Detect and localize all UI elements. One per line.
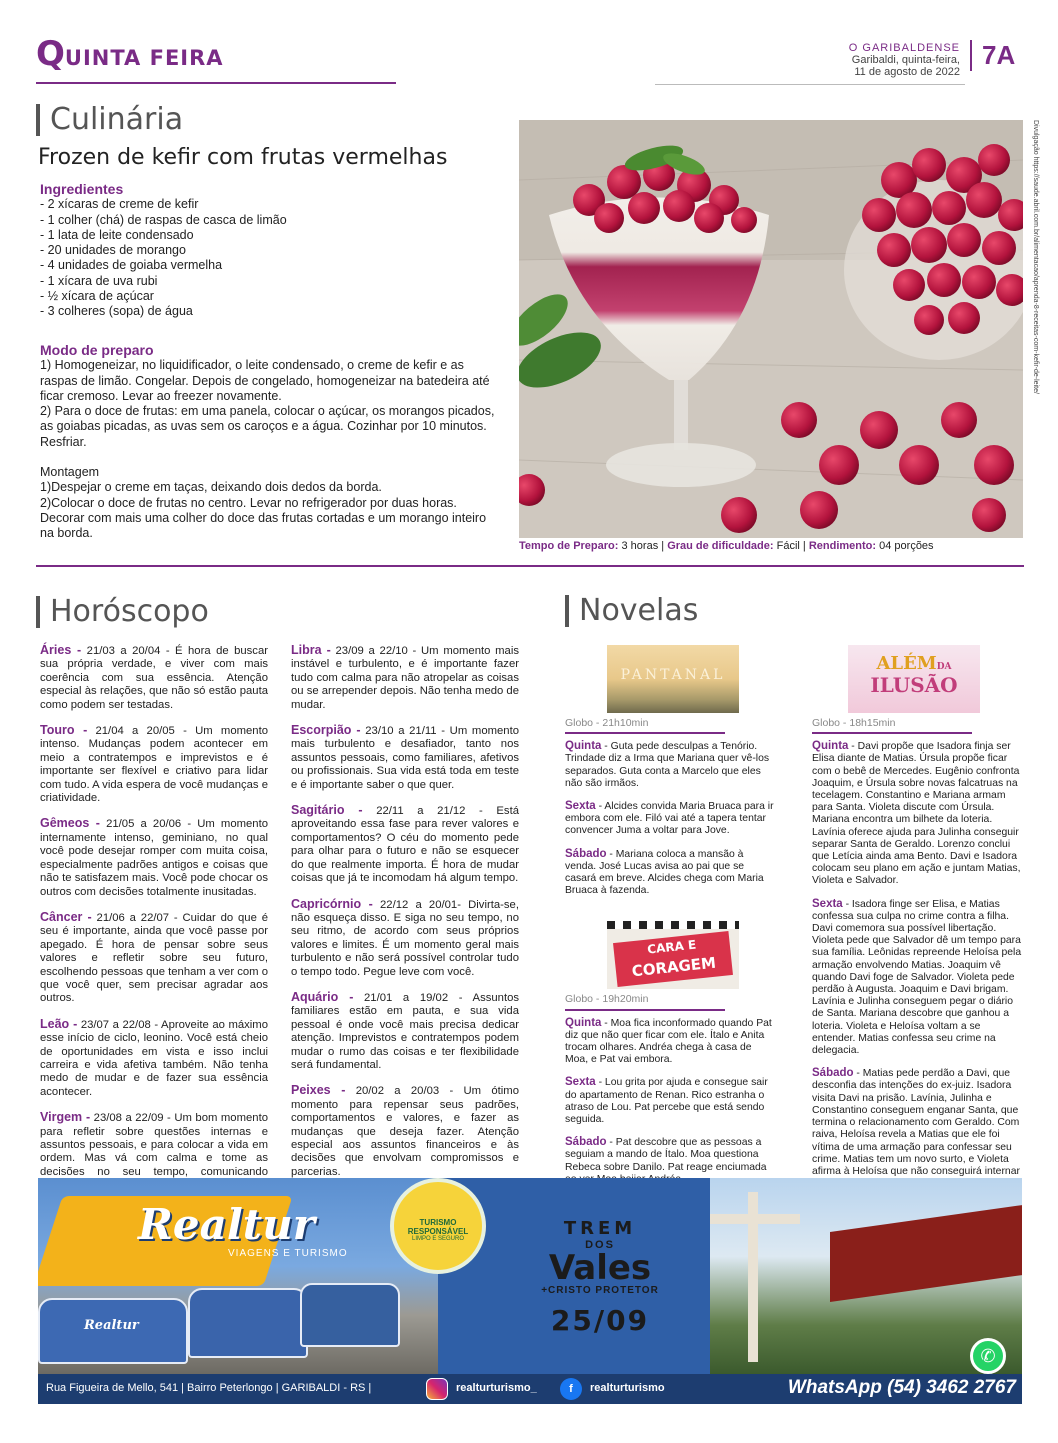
horoscope-item-capricornio xyxy=(291,898,519,979)
cara-coragem-logo xyxy=(613,931,733,987)
trem-label: TREM xyxy=(563,1218,637,1239)
novela-entry xyxy=(565,848,775,898)
recipe-title: Frozen de kefir com frutas vermelhas xyxy=(38,145,448,170)
day-label: Sexta xyxy=(812,897,843,910)
facebook-icon[interactable]: f xyxy=(560,1378,582,1400)
entry-text: - Moa fica inconformado quando Pat diz que não quer ficar com ele. Ítalo e Anita trocam olhares. Andréa chega à casa de Moa, e Pat vai embora. xyxy=(565,1017,772,1066)
recipe-info-bar: Tempo de Preparo: 3 horas | Grau de dificuldade: Fácil | Rendimento: 04 porções xyxy=(519,540,934,552)
section-banner xyxy=(36,34,224,74)
sign-text: 21/01 a 19/02 - Assuntos familiares estão em pauta, e sua vida pessoal é onde você mais precisa dedicar atenção. Imprevistos e contratempos podem mudar o rumo das coisas e ter flexibilidade será fundamental. xyxy=(291,991,520,1071)
entry-text: - Guta pede desculpas a Tenório. Trindade diz a Irma que Mariana quer vê-los separados. Guta conta a Marcelo que eles não são irmãos. xyxy=(565,741,770,789)
sign-name: Áries - xyxy=(40,643,82,657)
sign-name: Aquário - xyxy=(291,989,354,1004)
sign-text: 21/05 a 20/06 - Um momento internamente intenso, geminiano, no qual você pode desejar romper com muita coisa, especialmente padrões antigos e coisas que não te satisfazem mais. Você pode chocar os outros com decisões totalmente inusitadas. xyxy=(40,818,269,898)
recipe-photo xyxy=(519,120,1023,538)
ingredients-heading: Ingredientes xyxy=(40,181,124,197)
logo-line-2: CORAGEM xyxy=(630,954,717,981)
sign-name: Gêmeos - xyxy=(40,816,100,831)
entry-text: - Mariana coloca a mansão à venda. José Lucas avisa ao pai que se casará em breve. Alcides chega com Maria Bruaca à fazenda. xyxy=(565,848,764,897)
ingredient-item: - ½ xícara de açúcar xyxy=(40,289,154,304)
horoscope-item-touro xyxy=(40,724,268,805)
tempo-value: 3 horas xyxy=(621,540,659,552)
horoscopo-title: Horóscopo xyxy=(36,596,209,628)
horoscope-item-leao xyxy=(40,1018,268,1099)
preparo-step: 1) Homogeneizar, no liquidificador, o leite condensado, o creme de kefir e as raspas de limão. Congelar. Depois de congelado, homogeneizar na batedeira até ficar cremoso. Levar ao freezer novamente. xyxy=(40,358,490,403)
preparo-heading: Modo de preparo xyxy=(40,342,154,358)
section-divider xyxy=(36,565,1024,567)
sign-name: Leão - xyxy=(40,1016,78,1031)
day-label: Sábado xyxy=(565,847,607,860)
sign-text: 22/11 a 21/12 - Está aproveitando essa fase para rever valores e comportamentos? O céu do momento pede para olhar para o futuro e não se esquecer do que realmente importa. É hora de mudar coisas que já te incomodam há algum tempo. xyxy=(291,805,519,885)
whatsapp-number[interactable]: WhatsApp (54) 3462 2767 xyxy=(787,1377,1016,1398)
whatsapp-icon[interactable]: ✆ xyxy=(970,1338,1006,1374)
horoscope-item-libra xyxy=(291,644,519,712)
horoscope-item-escorpiao xyxy=(291,724,519,792)
logo-line-1: CARA E xyxy=(646,937,697,958)
sign-name: Peixes - xyxy=(291,1083,346,1098)
novelas-col-2 xyxy=(812,645,1022,1213)
pantanal-thumbnail xyxy=(607,645,739,713)
rendimento-value: 04 porções xyxy=(879,540,934,552)
dificuldade-label: Grau de dificuldade: xyxy=(667,540,774,552)
horoscope-item-gemeos xyxy=(40,817,268,898)
turismo-responsavel-seal xyxy=(390,1178,486,1274)
day-label: Quinta xyxy=(565,1016,602,1029)
ingredient-item: - 3 colheres (sopa) de água xyxy=(40,304,193,319)
sign-text: 21/06 a 22/07 - Cuidar do que é seu é importante, ainda que você passe por apegado. É hora de pensar sobre seus valores e refletir sobre seu futuro, escolhendo pessoas que tenham a ver com o que você quer, sem precisar agradar aos outros. xyxy=(40,911,268,1005)
bus-image xyxy=(38,1298,188,1364)
sign-name: Touro - xyxy=(40,723,88,738)
ingredients-block xyxy=(40,182,500,320)
montagem-step: 1)Despejar o creme em taças, deixando dois dedos da borda. xyxy=(40,480,382,495)
dateline-line-1: Garibaldi, quinta-feira, xyxy=(851,54,960,66)
section-banner-initial: Q xyxy=(36,34,65,74)
vales-label: Vales xyxy=(548,1248,652,1288)
ad-footer xyxy=(38,1374,1022,1404)
dificuldade-value: Fácil xyxy=(776,540,800,552)
novela-entry xyxy=(565,740,775,790)
realtur-logo-sub: VIAGENS E TURISMO xyxy=(228,1248,348,1259)
sign-text: 23/07 a 22/08 - Aproveite ao máximo esse início de ciclo, leonino. Você está cheio de oportunidades em vista e isso inclui carreira e vida afetiva também. Não tenha medo de mudar e de fazer sua essência acontecer. xyxy=(40,1018,268,1098)
sign-text: 20/02 a 20/03 - Um ótimo momento para repensar seus padrões, comportamentos e valores, e fazer as mudanças que deseja fazer. Atenção especial aos assuntos financeiros e às decisões que envolvam compromissos e parcerias. xyxy=(291,1085,519,1178)
day-label: Quinta xyxy=(812,740,849,753)
cristo-statue-arms xyxy=(710,1214,800,1224)
novela-entry xyxy=(565,800,775,838)
horoscope-item-aquario xyxy=(291,991,519,1072)
dateline xyxy=(849,42,960,78)
entry-text: - Davi propõe que Isadora finja ser Elisa diante de Matias. Úrsula propõe ficar com o bebê de Mercedes. Eugênio confronta Joaquim, e Úrsula sobre novas falcatruas na tecelagem. Constantino e Mariana armam para Santa. Violeta discute com Úrsula. Mariana encontra um bilhete da loteria. Lavínia oferece ajuda para Julinha conseguir separar Santa de Geraldo. Lorenzo conclui que Letícia ainda ama Bento. Davi e Isadora colocam seu plano em ação e juntam Matias, Violeta e Salvador. xyxy=(812,741,1021,887)
logo-line-3: ILUSÃO xyxy=(870,673,958,697)
entry-text: - Isadora finge ser Elisa, e Matias confessa sua culpa no crime contra a filha. Davi comemora sua possível libertação. Violeta pede que Salvador dê um tempo para sua família. Leônidas repreende Heloísa pela armação envolvendo Matias. Joaquim vê quando Davi foge de Salvador. Violeta pede perdão à Augusta. Joaquim e Davi brigam. Lavínia e Julinha conseguem pegar o diário de Santa. Mariana descobre que ganhou a loteria. Violeta e Heloísa voltam a se entender. Matias confessa seu crime na delegacia. xyxy=(812,898,1022,1057)
bus-text: Realtur xyxy=(84,1318,139,1333)
sign-name: Sagitário - xyxy=(291,803,363,818)
sign-text: 23/09 a 22/10 - Um momento mais instável e turbulento, e é importante fazer tudo com calma para não atropelar as coisas ou se arrepender depois. Não tenha medo de mudar. xyxy=(291,645,519,711)
ingredient-item: - 1 lata de leite condensado xyxy=(40,227,194,242)
novelas-title: Novelas xyxy=(565,595,698,627)
horoscopo-col-1 xyxy=(40,644,268,1218)
day-label: Sexta xyxy=(565,800,596,813)
logo-line-2: DA xyxy=(936,662,952,672)
ad-building-photo xyxy=(38,1178,438,1374)
montagem-heading: Montagem xyxy=(40,465,100,480)
preparo-step: 2) Para o doce de frutas: em uma panela, colocar o açúcar, os morangos picados, as goiabas picadas, as uvas sem os caroços e a água. Cozinhar por 10 minutos. Resfriar. xyxy=(40,404,495,449)
horoscope-item-peixes xyxy=(291,1084,519,1179)
sign-name: Escorpião - xyxy=(291,723,361,738)
horoscope-item-aries xyxy=(40,644,268,712)
pantanal-logo-text: PANTANAL xyxy=(620,667,726,683)
train-car xyxy=(830,1204,1022,1302)
bus-image xyxy=(300,1283,400,1347)
ingredient-item: - 1 colher (chá) de raspas de casca de limão xyxy=(40,212,287,227)
section-banner-text: UINTA FEIRA xyxy=(64,46,224,70)
sign-text: 23/10 a 21/11 - Um momento mais turbulento e desafiador, tanto nos assuntos pessoais, como familiares, afetivos ou profissionais. Sua vida está toda em teste e é importante saber o que quer. xyxy=(291,725,519,791)
montagem-step: 2)Colocar o doce de frutas no centro. Levar no refrigerador por duas horas. Decorar com mais uma colher do doce das frutas cortadas e um morango inteiro na borda. xyxy=(40,495,487,541)
sign-text: 23/08 a 22/09 - Um bom momento para refletir sobre questões internas e assuntos pessoais, e para colocar a vida em ordem. Mas vá com calma e tome as decisões no seu tempo, comunicando xyxy=(40,1112,268,1178)
logo-line-1: ALÉM xyxy=(876,653,937,674)
ad-address: Rua Figueira de Mello, 541 | Bairro Peterlongo | GARIBALDI - RS | xyxy=(46,1382,372,1394)
alem-ilusao-logo xyxy=(848,653,980,697)
trem-dos-vales-block xyxy=(490,1178,710,1374)
bus-image xyxy=(188,1288,308,1358)
day-label: Sábado xyxy=(812,1067,854,1080)
pantanal-channel: Globo - 21h10min xyxy=(565,717,725,734)
ingredient-item: - 20 unidades de morango xyxy=(40,243,186,258)
entry-text: - Alcides convida Maria Bruaca para ir embora com ele. Filó vai até a tapera tentar convencer Juma a voltar para Jove. xyxy=(565,801,774,837)
sign-name: Capricórnio - xyxy=(291,896,373,911)
sign-text: 21/04 a 20/05 - Um momento intenso. Mudanças podem acontecer em meio a contratempos e imprevistos e é importante ser flexível e criativo para lidar com tudo. A vida espera de você mudanças e criatividade. xyxy=(40,725,268,805)
clapboard-stripe xyxy=(607,921,739,929)
page-number: 7A xyxy=(970,40,1015,71)
day-label: Quinta xyxy=(565,740,602,753)
rendimento-label: Rendimento: xyxy=(808,540,877,552)
cara-coragem-channel: Globo - 19h20min xyxy=(565,993,725,1010)
seal-line-3: LIMPO E SEGURO xyxy=(411,1236,464,1242)
horoscopo-col-2 xyxy=(291,644,519,1191)
entry-text: - Pat descobre que as pessoas a seguiam a mando de Ítalo. Moa questiona Rebeca sobre Danilo. Pat reage enciumada xyxy=(565,1137,767,1173)
ingredient-item: - 4 unidades de goiaba vermelha xyxy=(40,258,223,273)
sign-name: Virgem - xyxy=(40,1110,91,1125)
facebook-handle[interactable]: realturturismo xyxy=(590,1382,665,1394)
sign-name: Câncer - xyxy=(40,909,92,924)
realtur-advertisement[interactable] xyxy=(38,1178,1022,1404)
culinaria-title: Culinária xyxy=(36,104,183,136)
dessert-illustration xyxy=(519,120,1023,538)
alem-ilusao-channel: Globo - 18h15min xyxy=(812,717,972,734)
realtur-logo-text: Realtur xyxy=(138,1200,315,1249)
novela-entry xyxy=(565,1076,775,1126)
novela-entry xyxy=(565,1017,775,1067)
instagram-icon[interactable] xyxy=(426,1378,448,1400)
train-photo xyxy=(710,1178,1022,1374)
sign-name: Libra - xyxy=(291,643,331,657)
ingredient-item: - 1 xícara de uva rubi xyxy=(40,273,158,288)
day-label: Sábado xyxy=(565,1136,607,1149)
seal-line-2: RESPONSÁVEL xyxy=(407,1227,469,1236)
horoscope-item-cancer xyxy=(40,911,268,1006)
header-rule xyxy=(36,82,396,84)
ingredient-item: - 2 xícaras de creme de kefir xyxy=(40,197,199,212)
novela-entry xyxy=(812,740,1022,887)
photo-credit: Divulgação https://saude.abril.com.br/alimentacao/aprenda-8-receitas-com-kefir-de-leite/ xyxy=(1032,120,1039,394)
instagram-handle[interactable]: realturturismo_ xyxy=(456,1382,537,1394)
tempo-label: Tempo de Preparo: xyxy=(519,540,619,552)
alem-ilusao-thumbnail xyxy=(848,645,980,713)
preparo-block xyxy=(40,343,495,542)
dateline-line-2: 11 de agosto de 2022 xyxy=(854,66,960,78)
day-label: Sexta xyxy=(565,1076,596,1089)
paper-name: O GARIBALDENSE xyxy=(848,42,960,54)
novelas-col-1 xyxy=(565,645,775,1196)
header-rule-right xyxy=(655,84,965,85)
sign-text: 22/12 a 20/01- Divirta-se, não esqueça disso. E siga no seu tempo, no seu ritmo, de acordo com seus próprios valores e limites. É um momento geral mais turbulento e não será possível controlar tudo o tempo todo. Pegue leve com você. xyxy=(291,898,519,978)
sign-text: 21/03 a 20/04 - É hora de buscar sua própria verdade, e viver com mais coerência com sua essência. Atenção especial às relações, que não só estão pauta como podem ser testadas. xyxy=(40,645,269,711)
seal-line-1: TURISMO xyxy=(419,1218,457,1227)
entry-text: - Matias pede perdão a Davi, que desconfia das intenções do ex-juiz. Isadora visita Davi na prisão. Lavínia, Julinha e Constantino conseguem enganar Santa, que termina o relacionamento com Geraldo. Com raiva, Heloísa revela a Matias que ele foi vítima de uma armação para confessar seu crime. Matias tem um novo surto, e Violeta afirma à Heloísa que não conseguirá internar xyxy=(812,1068,1020,1177)
dos-label: DOS xyxy=(585,1239,615,1251)
cristo-label: +CRISTO PROTETOR xyxy=(541,1285,659,1296)
event-date: 25/09 xyxy=(550,1304,650,1337)
horoscope-item-sagitario xyxy=(291,804,519,885)
novela-entry xyxy=(812,898,1022,1058)
entry-text: - Lou grita por ajuda e consegue sair do apartamento de Renan. Rico estranha o atraso de Lou. Pat percebe que está sendo seguida. xyxy=(565,1077,768,1126)
cara-coragem-thumbnail xyxy=(607,921,739,989)
